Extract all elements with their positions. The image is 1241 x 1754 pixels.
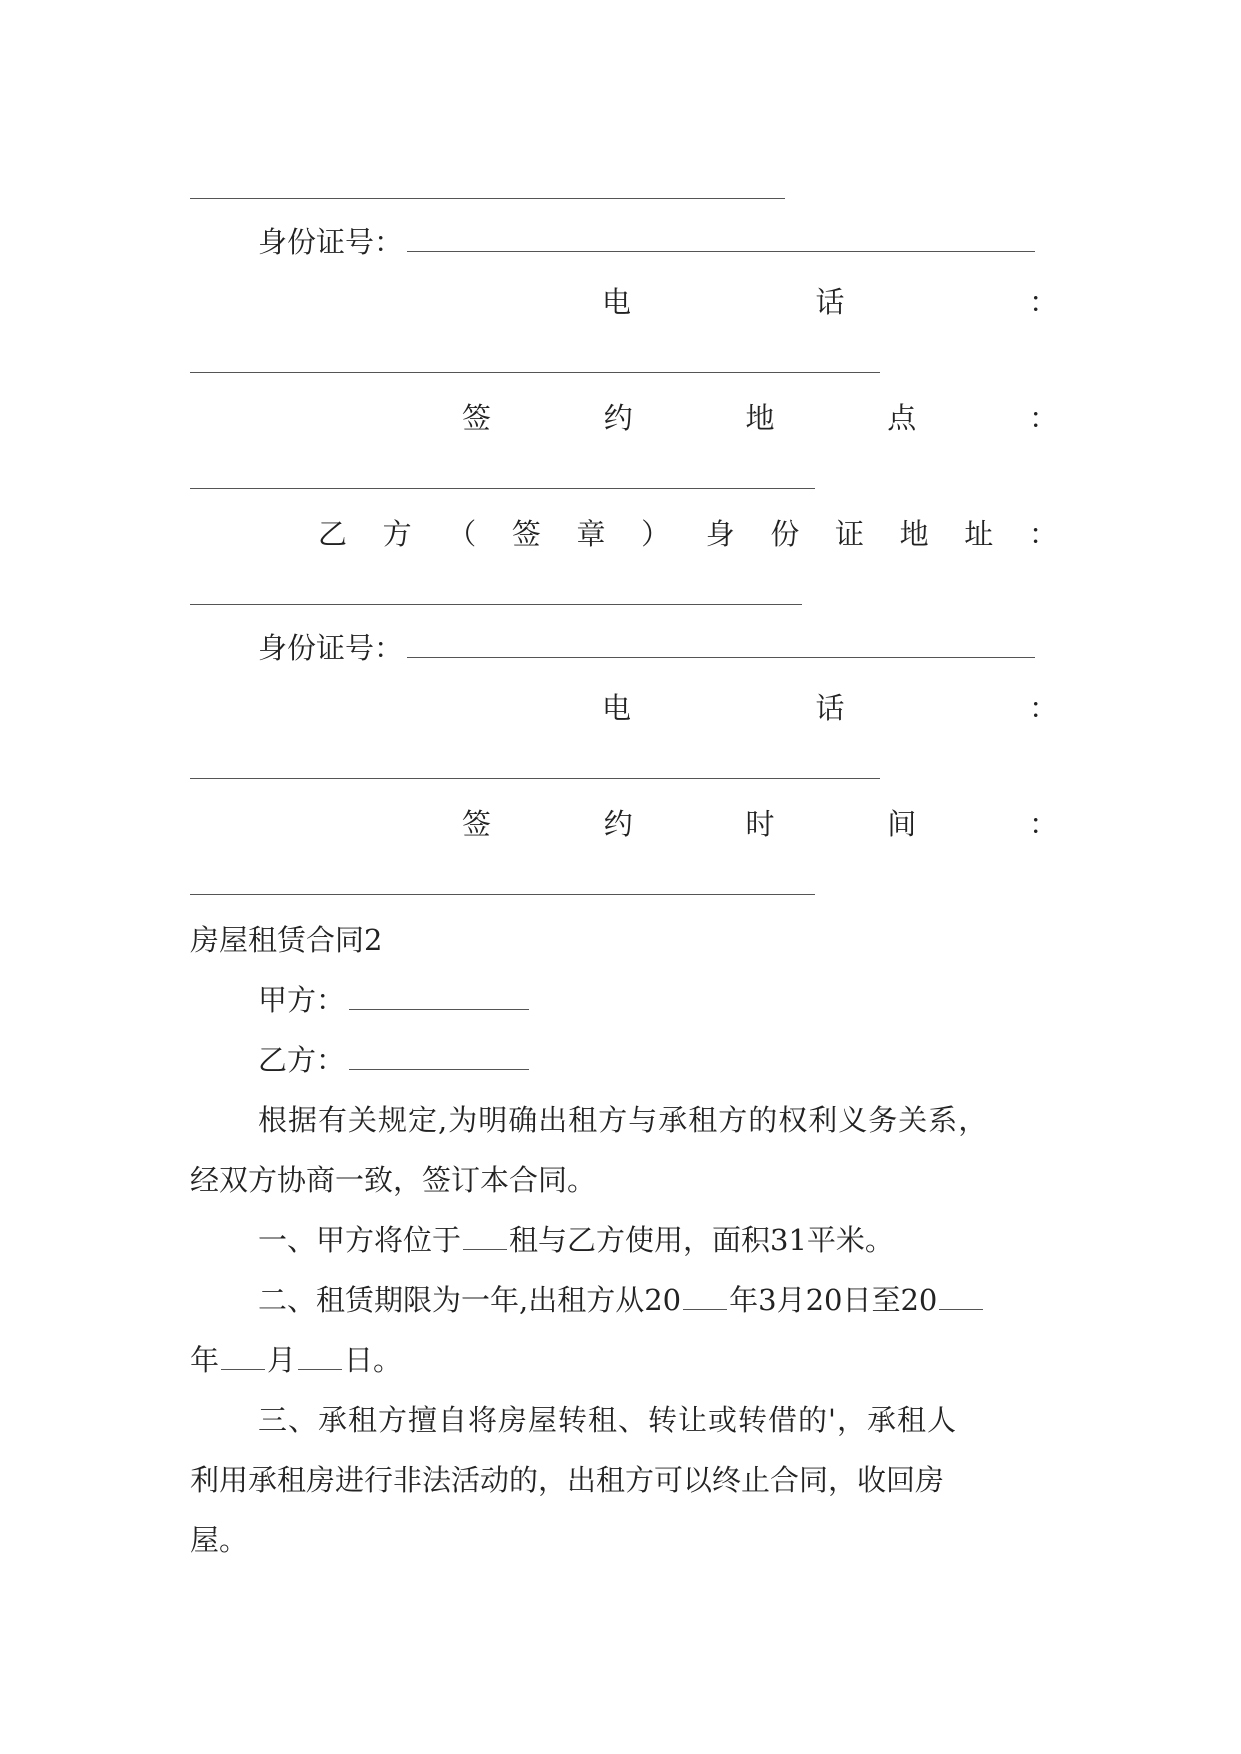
party-b-label: 乙方： bbox=[258, 1043, 346, 1077]
place-char: 约 bbox=[603, 401, 633, 435]
id-label: 身份证号： bbox=[258, 225, 404, 259]
party-b-phone-line bbox=[190, 688, 1058, 728]
party-b-blank bbox=[349, 1041, 529, 1070]
addr-char: 身 bbox=[705, 517, 735, 551]
intro-line: 经双方协商一致，签订本合同。 bbox=[190, 1163, 597, 1197]
phone-char: ： bbox=[1028, 691, 1058, 725]
id-blank bbox=[407, 629, 1035, 658]
blank-underline bbox=[939, 1283, 983, 1310]
addr-char: （ bbox=[447, 517, 477, 551]
place-char: 签 bbox=[462, 401, 492, 435]
blank-line bbox=[190, 372, 880, 373]
clause-3-cont: 利用承租房进行非法活动的，出租方可以终止合同，收回房 bbox=[190, 1463, 945, 1497]
clause-1 bbox=[190, 1220, 1058, 1260]
time-char: 间 bbox=[887, 807, 917, 841]
id-label: 身份证号： bbox=[258, 631, 404, 665]
time-char: 时 bbox=[745, 807, 775, 841]
place-char: 点 bbox=[887, 401, 917, 435]
clause-text: 租与乙方使用，面积31平米。 bbox=[509, 1223, 894, 1257]
addr-char: 证 bbox=[835, 517, 865, 551]
addr-char: 乙 bbox=[318, 517, 348, 551]
party-a-phone-line bbox=[190, 282, 1058, 322]
blank-line bbox=[190, 488, 815, 489]
party-b-address-line bbox=[190, 514, 1058, 554]
phone-char: 话 bbox=[815, 285, 845, 319]
place-char: ： bbox=[1028, 401, 1058, 435]
party-b-id-line bbox=[190, 628, 1058, 668]
party-b-line bbox=[190, 1040, 1058, 1080]
addr-char: 方 bbox=[382, 517, 412, 551]
addr-char: 章 bbox=[576, 517, 606, 551]
clause-text: 日。 bbox=[344, 1343, 403, 1377]
blank-line bbox=[190, 604, 802, 605]
addr-char: 份 bbox=[770, 517, 800, 551]
blank-underline bbox=[298, 1343, 342, 1370]
party-a-line bbox=[190, 980, 1058, 1020]
party-a-id-line bbox=[190, 222, 1058, 262]
clause-text: 年3月20日至20 bbox=[729, 1283, 938, 1317]
addr-char: 签 bbox=[511, 517, 541, 551]
blank-line bbox=[190, 894, 815, 895]
addr-char: ： bbox=[1028, 517, 1058, 551]
blank-line bbox=[190, 198, 785, 199]
clause-3-cont: 屋。 bbox=[190, 1523, 249, 1557]
time-char: 约 bbox=[603, 807, 633, 841]
blank-underline bbox=[463, 1223, 507, 1250]
phone-char: 电 bbox=[602, 285, 632, 319]
party-a-label: 甲方： bbox=[258, 983, 346, 1017]
clause-text: 月 bbox=[267, 1343, 297, 1377]
addr-char: ） bbox=[641, 517, 671, 551]
time-char: ： bbox=[1028, 807, 1058, 841]
addr-char: 址 bbox=[964, 517, 994, 551]
clause-text: 年 bbox=[190, 1343, 220, 1377]
id-blank bbox=[407, 223, 1035, 252]
clause-text: 一、甲方将位于 bbox=[258, 1223, 462, 1257]
clause-text: 二、租赁期限为一年,出租方从20 bbox=[258, 1283, 682, 1317]
blank-line bbox=[190, 778, 880, 779]
addr-char: 地 bbox=[899, 517, 929, 551]
clause-3: 三、承租方擅自将房屋转租、转让或转借的'，承租人 bbox=[258, 1403, 957, 1437]
phone-char: ： bbox=[1028, 285, 1058, 319]
party-b-time-line bbox=[190, 804, 1058, 844]
party-a-blank bbox=[349, 981, 529, 1010]
place-char: 地 bbox=[745, 401, 775, 435]
phone-char: 电 bbox=[602, 691, 632, 725]
blank-underline bbox=[683, 1283, 727, 1310]
clause-2-cont bbox=[190, 1340, 1058, 1380]
contract-title: 房屋租赁合同2 bbox=[190, 923, 383, 957]
time-char: 签 bbox=[462, 807, 492, 841]
phone-char: 话 bbox=[815, 691, 845, 725]
clause-2 bbox=[190, 1280, 1058, 1320]
blank-underline bbox=[221, 1343, 265, 1370]
intro-line: 根据有关规定,为明确出租方与承租方的权利义务关系， bbox=[258, 1103, 989, 1137]
party-a-place-line bbox=[190, 398, 1058, 438]
